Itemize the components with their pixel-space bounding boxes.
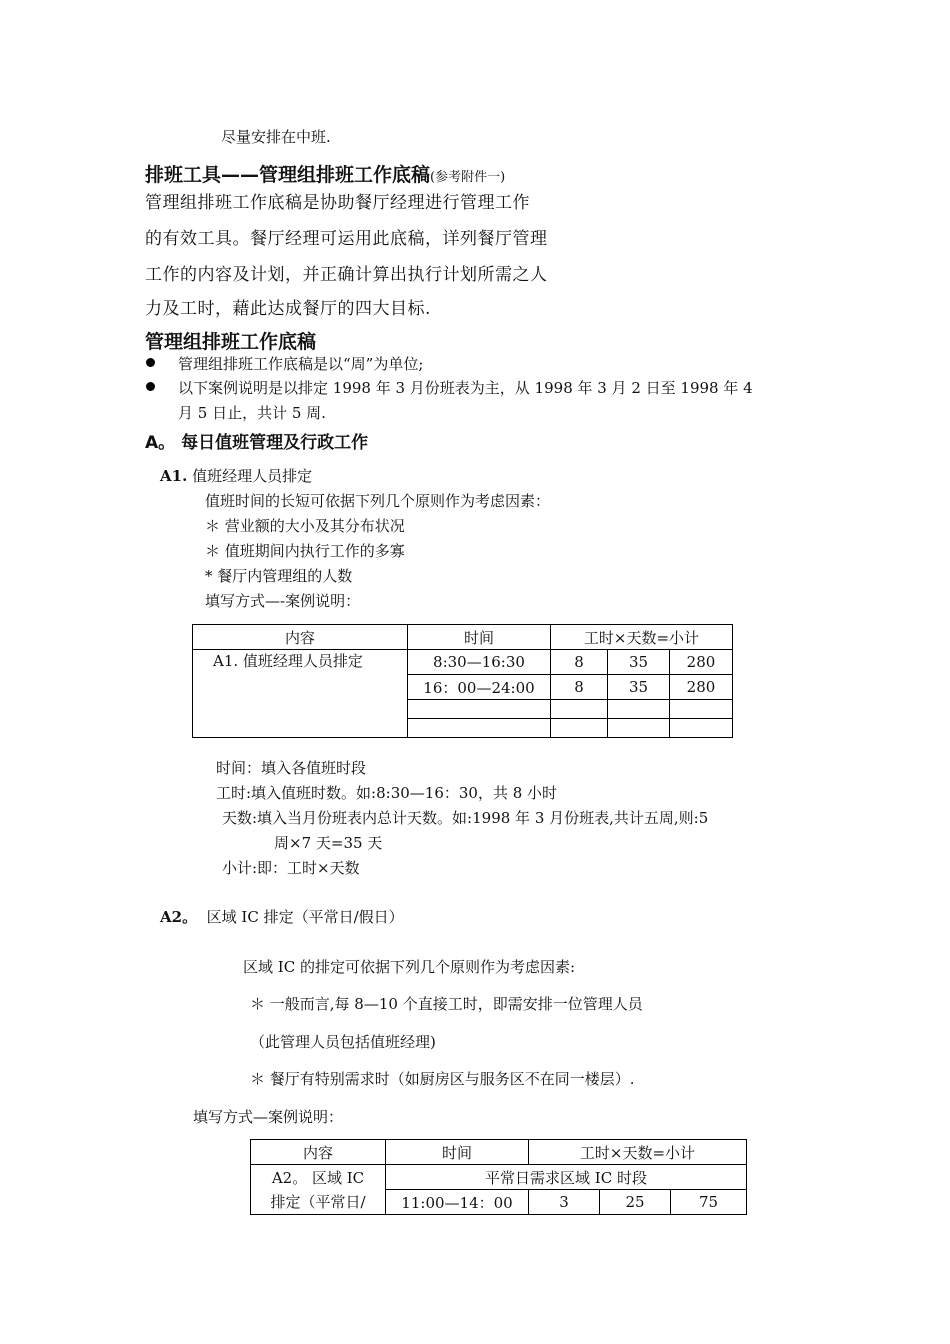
table-cell <box>608 719 670 738</box>
paragraph-line: 工作的内容及计划，并正确计算出执行计划所需之人 <box>145 265 548 285</box>
a2-intro: 区域 IC 的排定可依据下列几个原则作为考虑因素: <box>243 958 575 976</box>
table-header: 工时×天数=小计 <box>529 1140 747 1165</box>
table-cell <box>551 700 608 719</box>
section-title-tool: 排班工具——管理组排班工作底稿(参考附件一) <box>145 164 506 186</box>
table-cell: 8 <box>551 675 608 700</box>
table-row-label: A2。 区域 IC <box>251 1165 386 1190</box>
section-a-title: A。 每日值班管理及行政工作 <box>145 433 369 453</box>
table-cell <box>551 719 608 738</box>
paragraph-line: 管理组排班工作底稿是协助餐厅经理进行管理工作 <box>145 193 530 213</box>
a1-item: * 餐厅内管理组的人数 <box>205 567 353 585</box>
a1-item: ＊ 营业额的大小及其分布状况 <box>205 517 405 535</box>
bullet-text-continued: 月 5 日止，共计 5 周. <box>178 404 326 422</box>
a1-table <box>192 624 733 738</box>
bullet-icon <box>146 382 155 391</box>
table-cell: 11:00—14：00 <box>386 1190 529 1215</box>
table-row-label: A1. 值班经理人员排定 <box>193 650 408 738</box>
table-header: 工时×天数=小计 <box>551 625 733 650</box>
carryover-line: 尽量安排在中班. <box>221 128 331 146</box>
table-cell: 35 <box>608 650 670 675</box>
a1-note: 天数:填入当月份班表内总计天数。如:1998 年 3 月份班表,共计五周,则:5 <box>222 809 709 827</box>
table-span-cell: 平常日需求区域 IC 时段 <box>386 1165 747 1190</box>
table-header: 内容 <box>251 1140 386 1165</box>
table-cell: 280 <box>670 675 733 700</box>
table-cell <box>608 700 670 719</box>
a2-table <box>250 1139 747 1215</box>
a1-item: ＊ 值班期间内执行工作的多寡 <box>205 542 405 560</box>
table-cell: 8:30—16:30 <box>408 650 551 675</box>
a1-note: 时间：填入各值班时段 <box>216 759 367 777</box>
a1-fill-label: 填写方式—-案例说明： <box>205 592 361 610</box>
table-header: 时间 <box>386 1140 529 1165</box>
table-cell <box>670 700 733 719</box>
a2-item: ＊ 餐厅有特别需求时（如厨房区与服务区不在同一楼层）. <box>250 1070 635 1088</box>
table-cell: 35 <box>608 675 670 700</box>
table-cell: 25 <box>600 1190 671 1215</box>
a1-note: 小计:即：工时×天数 <box>222 859 360 877</box>
bullet-text: 以下案例说明是以排定 1998 年 3 月份班表为主，从 1998 年 3 月 2 日至 1998 年 4 <box>178 379 753 397</box>
table-cell <box>670 719 733 738</box>
table-cell <box>408 719 551 738</box>
a1-heading: A1. 值班经理人员排定 <box>160 467 313 485</box>
table-cell: 280 <box>670 650 733 675</box>
table-cell: 3 <box>529 1190 600 1215</box>
a2-item: ＊ 一般而言,每 8—10 个直接工时，即需安排一位管理人员 <box>250 995 643 1013</box>
a1-intro: 值班时间的长短可依据下列几个原则作为考虑因素： <box>205 492 551 510</box>
section-title-worksheet: 管理组排班工作底稿 <box>145 331 317 353</box>
table-header: 内容 <box>193 625 408 650</box>
a1-note-continued: 周×7 天=35 天 <box>274 834 383 852</box>
table-cell: 8 <box>551 650 608 675</box>
table-cell: 16：00—24:00 <box>408 675 551 700</box>
a2-item: （此管理人员包括值班经理) <box>250 1033 436 1051</box>
bullet-text: 管理组排班工作底稿是以“周”为单位; <box>178 355 424 373</box>
a1-note: 工时:填入值班时数。如:8:30—16：30，共 8 小时 <box>216 784 558 802</box>
table-header: 时间 <box>408 625 551 650</box>
a2-fill-label: 填写方式—案例说明： <box>193 1108 344 1126</box>
a2-heading: A2。 区域 IC 排定（平常日/假日） <box>160 908 404 926</box>
paragraph-line: 的有效工具。餐厅经理可运用此底稿，详列餐厅管理 <box>145 229 548 249</box>
section-title-note: (参考附件一) <box>430 170 506 185</box>
table-cell <box>408 700 551 719</box>
table-cell: 75 <box>671 1190 747 1215</box>
bullet-icon <box>146 358 155 367</box>
paragraph-line: 力及工时，藉此达成餐厅的四大目标. <box>145 299 431 319</box>
table-row-label: 排定（平常日/ <box>251 1190 386 1215</box>
